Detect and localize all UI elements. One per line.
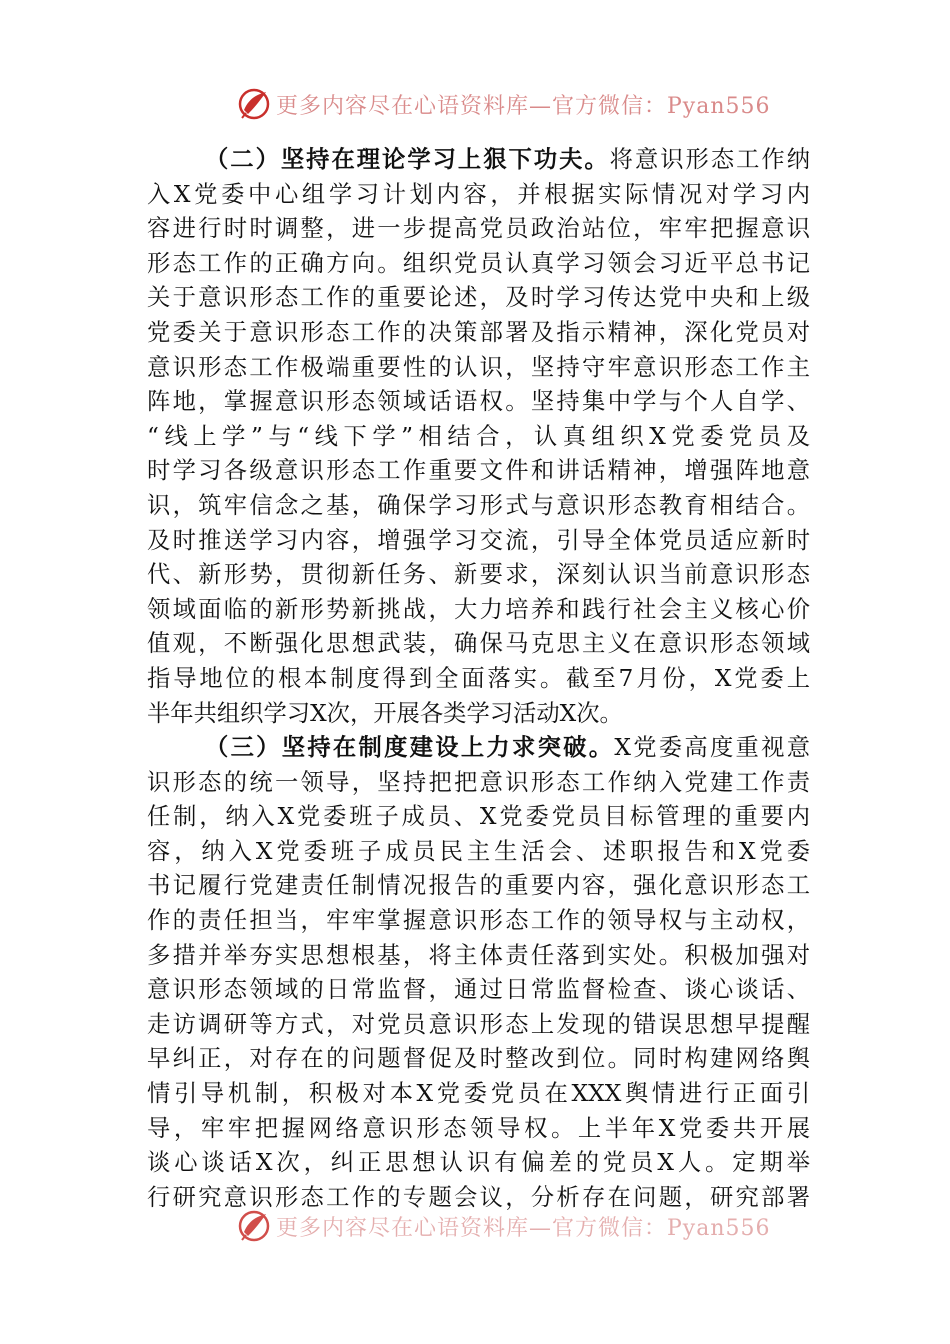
paragraph-line: 党委关于意识形态工作的决策部署及指示精神，深化党员对 <box>147 318 810 346</box>
section-heading: （三）坚持在制度建设上力求突破。 <box>205 734 615 762</box>
paragraph-line: （二）坚持在理论学习上狠下功夫。将意识形态工作纳 <box>205 146 810 173</box>
paragraph-line: 谈心谈话X次，纠正思想认识有偏差的党员X人。定期举 <box>147 1149 810 1177</box>
paragraph-line: 形态工作的正确方向。组织党员认真学习领会习近平总书记 <box>147 249 810 277</box>
paragraph-line: （三）坚持在制度建设上力求突破。X党委高度重视意 <box>205 734 810 762</box>
section-heading: （二）坚持在理论学习上狠下功夫。 <box>205 146 610 173</box>
paragraph-line: 多措并举夯实思想根基，将主体责任落到实处。积极加强对 <box>147 941 810 969</box>
paragraph-line: 容，纳入X党委班子成员民主生活会、述职报告和X党委 <box>147 837 810 865</box>
paragraph-line: 导，牢牢把握网络意识形态领导权。上半年X党委共开展 <box>147 1114 810 1142</box>
paragraph-line: 关于意识形态工作的重要论述，及时学习传达党中央和上级 <box>147 284 810 312</box>
watermark-header <box>236 84 771 124</box>
paragraph-line: 作的责任担当，牢牢掌握意识形态工作的领导权与主动权， <box>147 907 810 935</box>
paragraph-line: 时学习各级意识形态工作重要文件和讲话精神，增强阵地意 <box>147 457 810 485</box>
pen-swirl-logo-icon <box>236 1208 272 1244</box>
watermark-text: 更多内容尽在心语资料库—官方微信：Pyan556 <box>276 93 771 119</box>
paragraph-line: 意识形态领域的日常监督，通过日常监督检查、谈心谈话、 <box>147 976 810 1004</box>
paragraph-line: 代、新形势，贯彻新任务、新要求，深刻认识当前意识形态 <box>147 561 810 589</box>
paragraph-line: 任制，纳入X党委班子成员、X党委党员目标管理的重要内 <box>147 803 810 831</box>
watermark-footer <box>236 1206 771 1246</box>
paragraph-line: 半年共组织学习X次，开展各类学习活动X次。 <box>147 699 623 727</box>
paragraph-line: 早纠正，对存在的问题督促及时整改到位。同时构建网络舆 <box>147 1045 810 1073</box>
watermark-text: 更多内容尽在心语资料库—官方微信：Pyan556 <box>276 1215 771 1241</box>
paragraph-line: 阵地，掌握意识形态领域话语权。坚持集中学与个人自学、 <box>147 388 810 416</box>
paragraph-line: 意识形态工作极端重要性的认识，坚持守牢意识形态工作主 <box>147 353 810 381</box>
paragraph-line: 入X党委中心组学习计划内容，并根据实际情况对学习内 <box>147 180 810 208</box>
paragraph-line: 情引导机制，积极对本X党委党员在XXX舆情进行正面引 <box>147 1080 810 1108</box>
paragraph-line: 识，筑牢信念之基，确保学习形式与意识形态教育相结合。 <box>147 491 810 519</box>
paragraph-line: 值观，不断强化思想武装，确保马克思主义在意识形态领域 <box>147 630 810 658</box>
paragraph-line: 容进行时时调整，进一步提高党员政治站位，牢牢把握意识 <box>147 215 810 243</box>
pen-swirl-logo-icon <box>236 86 272 122</box>
paragraph-line: 指导地位的根本制度得到全面落实。截至7月份，X党委上 <box>147 664 810 692</box>
paragraph-line: 走访调研等方式，对党员意识形态上发现的错误思想早提醒 <box>147 1010 810 1038</box>
paragraph-line: 及时推送学习内容，增强学习交流，引导全体党员适应新时 <box>147 526 810 554</box>
paragraph-line: “线上学”与“线下学”相结合，认真组织X党委党员及 <box>147 422 810 450</box>
paragraph-line: 领域面临的新形势新挑战，大力培养和践行社会主义核心价 <box>147 595 810 623</box>
paragraph-line: 书记履行党建责任制情况报告的重要内容，强化意识形态工 <box>147 872 810 900</box>
paragraph-line: 行研究意识形态工作的专题会议，分析存在问题，研究部署 <box>147 1183 810 1211</box>
paragraph-line: 识形态的统一领导，坚持把把意识形态工作纳入党建工作责 <box>147 768 810 796</box>
document-body <box>147 143 810 1215</box>
